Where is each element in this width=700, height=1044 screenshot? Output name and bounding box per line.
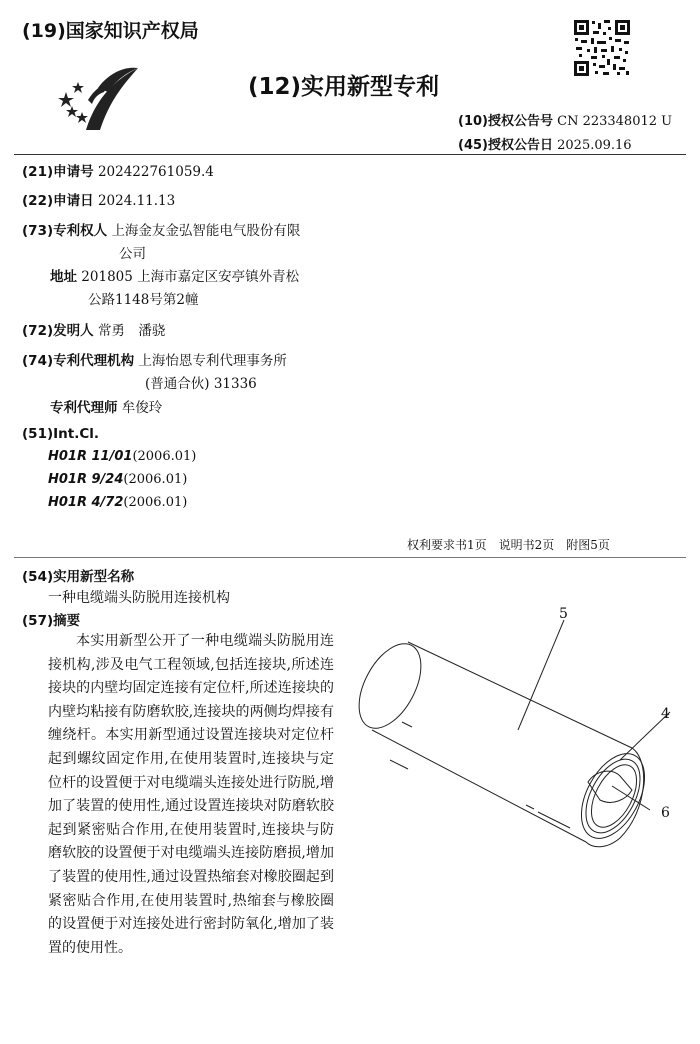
agency-label: (74)专利代理机构 (22, 353, 135, 369)
ipc-version: (2006.01) (132, 449, 197, 464)
utility-model-title: 一种电缆端头防脱用连接机构 (48, 590, 230, 606)
pub-no: CN 223348012 U (557, 114, 673, 129)
app-no-label: (21)申请号 (22, 164, 94, 180)
pub-date-row (458, 134, 632, 153)
patentee-line1: 上海金友金弘智能电气股份有限 (111, 223, 301, 239)
figure-label-6: 6 (661, 805, 670, 821)
address-line1: 201805 上海市嘉定区安亭镇外青松 (81, 269, 300, 285)
ipc-code: H01R 4/72 (48, 495, 124, 510)
pub-no-row (458, 110, 672, 129)
pub-date-label: (45)授权公告日 (458, 138, 553, 153)
ipc-label: (51)Int.Cl. (22, 426, 100, 442)
ipc-version: (2006.01) (123, 472, 188, 487)
title-label: (54)实用新型名称 (22, 569, 135, 585)
inventors: 常勇 潘骁 (97, 323, 166, 339)
patentee-line2: 公司 (119, 246, 146, 262)
office-name: (19)国家知识产权局 (22, 20, 199, 42)
agency-row (22, 349, 287, 369)
opening-ring-inner (582, 758, 646, 835)
app-date-row (22, 189, 175, 209)
app-date-label: (22)申请日 (22, 193, 94, 209)
agency-line2: (普通合伙) 31336 (145, 376, 257, 392)
ipc-item (48, 449, 196, 464)
patentee-label: (73)专利权人 (22, 223, 108, 239)
cnipa-logo (58, 60, 140, 132)
inventor-row (22, 319, 165, 339)
address-row (50, 265, 299, 285)
ipc-item (48, 472, 187, 487)
app-date: 2024.11.13 (97, 193, 176, 209)
figure-label-5: 5 (559, 606, 568, 622)
agent: 牟俊玲 (121, 400, 163, 416)
patentee-row (22, 219, 300, 239)
opening-ring-outer (568, 743, 657, 849)
patent-type: (12)实用新型专利 (248, 74, 440, 100)
surface-hatch (390, 722, 570, 828)
agent-label: 专利代理师 (50, 400, 118, 416)
abstract-text: 本实用新型公开了一种电缆端头防脱用连接机构,涉及电气工程领域,包括连接块,所述连接块的内壁均固定连接有定位杆,所述连接块的内壁均粘接有防磨软胶,连接块的两侧均焊接有缠绕杆。本实用新型通过设置连接块对定位杆起到螺纹固定作用,在使用装置时,连接块与定位杆的设置便于对电缆端头连接处进行防脱,增加了装置的使用性,通过设置连接块对防磨软胶起到紧密贴合作用,在使用装置时,连接块与防磨软胶的设置便于对电缆端头连接防磨损,增加了装置的使用性,通过设置热缩套对橡胶圈起到紧密贴合作用,在使用装置时,热缩套与橡胶圈的设置便于对连接处进行密封防氧化,增加了装置的使用性。 (48, 633, 334, 956)
figure-label-4: 4 (661, 706, 670, 722)
ipc-version: (2006.01) (123, 495, 188, 510)
ipc-code: H01R 11/01 (48, 449, 133, 464)
leader-5 (518, 620, 564, 730)
pub-no-label: (10)授权公告号 (458, 114, 553, 129)
qr-code (573, 19, 631, 77)
abstract-label: (57)摘要 (22, 613, 81, 629)
opening-ring-middle (575, 750, 651, 841)
address-label: 地址 (50, 269, 77, 285)
app-no-row (22, 160, 214, 180)
section-divider (14, 557, 686, 558)
cylinder-bottom-edge (372, 730, 586, 842)
header-divider (14, 154, 686, 155)
inventor-label: (72)发明人 (22, 323, 94, 339)
cylinder-back-end (350, 634, 434, 739)
ipc-item (48, 495, 187, 510)
agent-row (50, 396, 162, 416)
app-no: 202422761059.4 (97, 164, 214, 180)
figure-drawing (350, 600, 690, 860)
address-line2: 公路1148号第2幢 (88, 292, 199, 308)
cylinder-top-edge (408, 642, 632, 748)
pub-date: 2025.09.16 (557, 138, 632, 153)
agency-line1: 上海怡恩专利代理事务所 (138, 353, 287, 369)
ipc-code: H01R 9/24 (48, 472, 124, 487)
pages-info: 权利要求书1页 说明书2页 附图5页 (407, 538, 610, 552)
